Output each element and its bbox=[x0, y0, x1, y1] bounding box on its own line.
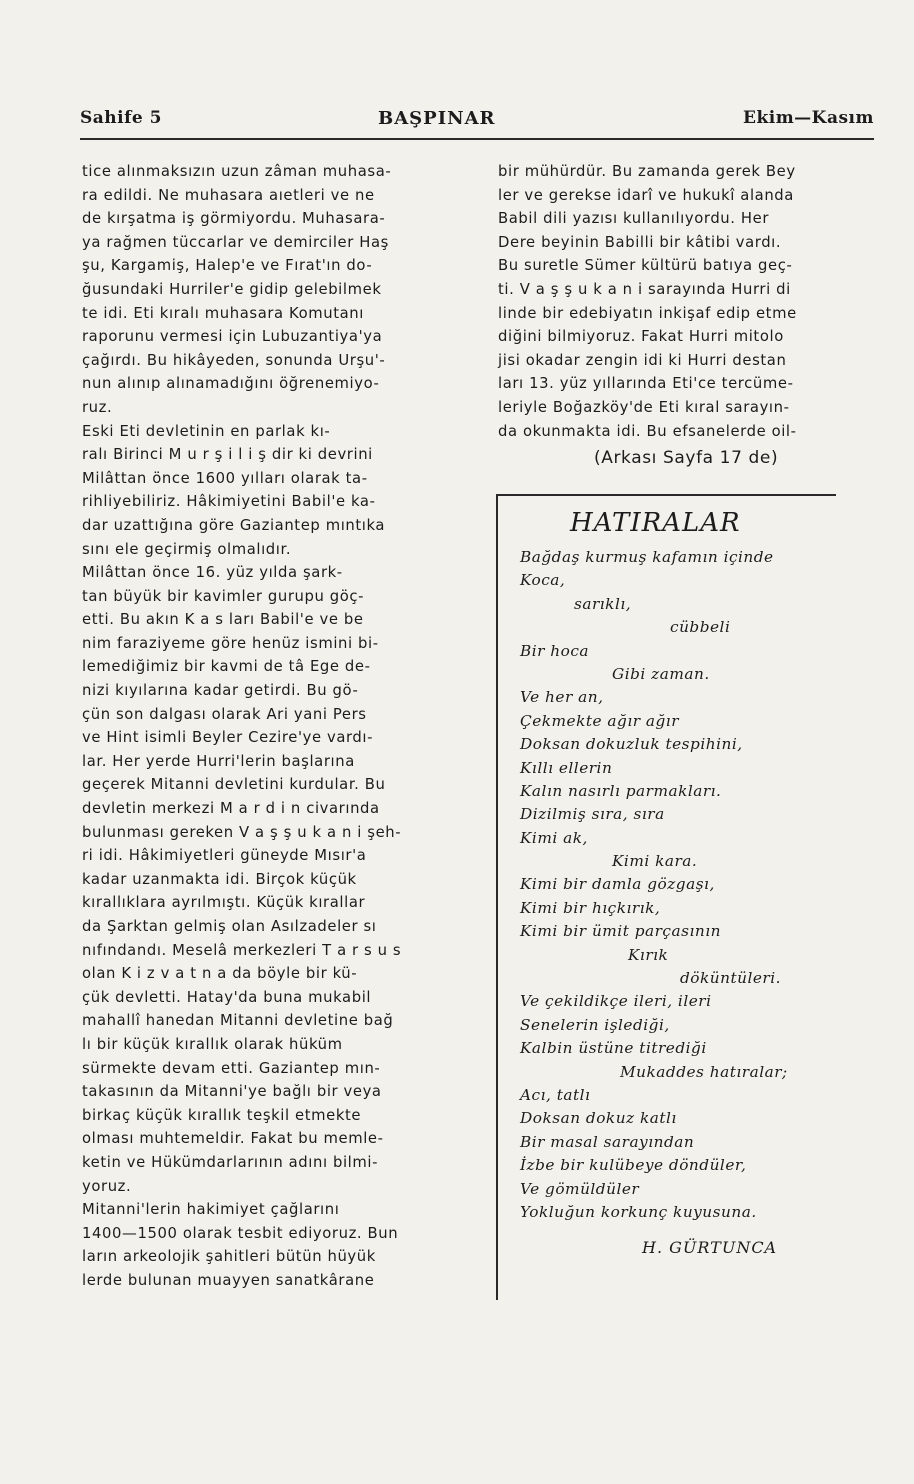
poem-line: Kimi bir ümit parçasının bbox=[520, 922, 721, 941]
poem-line: Bağdaş kurmuş kafamın içinde bbox=[520, 548, 774, 566]
text-line: devletin merkezi M a r d i n civarında bbox=[82, 800, 380, 818]
page-number: Sahife 5 bbox=[80, 108, 162, 128]
text-line: dar uzattığına göre Gaziantep mıntıka bbox=[82, 516, 386, 534]
header-rule bbox=[80, 138, 874, 140]
page-header bbox=[80, 108, 874, 136]
text-line: Dere beyinin Babilli bir kâtibi vardı. bbox=[498, 233, 782, 251]
poem-line: Ve çekildikçe ileri, ileri bbox=[520, 992, 712, 1011]
text-line: leriyle Boğazköy'de Eti kıral sarayın- bbox=[498, 398, 790, 416]
text-line: te idi. Eti kıralı muhasara Komutanı bbox=[82, 304, 364, 322]
poem-line: sarıklı, bbox=[574, 594, 632, 613]
left-article-column bbox=[82, 160, 458, 1293]
text-line: kırallıklara ayrılmıştı. Küçük kırallar bbox=[82, 894, 366, 912]
poem-line: Senelerin işlediği, bbox=[520, 1015, 670, 1034]
text-line: Milâttan önce 16. yüz yılda şark- bbox=[82, 564, 343, 582]
poem-line: Mukaddes hatıralar; bbox=[620, 1062, 788, 1081]
text-line: nıfındandı. Meselâ merkezleri T a r s u s bbox=[82, 941, 402, 959]
text-line: da Şarktan gelmiş olan Asılzadeler sı bbox=[82, 918, 377, 935]
right-article-column bbox=[498, 160, 854, 471]
poem-line: Gibi zaman. bbox=[612, 664, 710, 683]
text-line: Eski Eti devletinin en parlak kı- bbox=[82, 422, 331, 440]
text-line: bulunması gereken V a ş ş u k a n i şeh- bbox=[82, 823, 402, 841]
text-line: sürmekte devam etti. Gaziantep mın- bbox=[82, 1059, 381, 1077]
poem-line: Yokluğun korkunç kuyusuna. bbox=[520, 1202, 757, 1221]
text-line: da okunmakta idi. Bu efsanelerde oil- bbox=[498, 422, 797, 440]
poem-line: cübbeli bbox=[670, 618, 731, 637]
poem-title: HATIRALAR bbox=[570, 508, 741, 538]
text-line: lerde bulunan muayyen sanatkârane bbox=[82, 1271, 375, 1289]
poem-line: Çekmekte ağır ağır bbox=[520, 711, 680, 730]
poem-line: Bir masal sarayından bbox=[520, 1132, 695, 1151]
text-line: etti. Bu akın K a s ları Babil'e ve be bbox=[82, 611, 364, 629]
text-line: lar. Her yerde Hurri'lerin başlarına bbox=[82, 752, 355, 770]
text-line: ler ve gerekse idarî ve hukukî alanda bbox=[498, 186, 794, 204]
text-line: Bu suretle Sümer kültürü batıya geç- bbox=[498, 257, 793, 275]
poem-line: Doksan dokuzluk tespihini, bbox=[520, 735, 743, 754]
poem-line: döküntüleri. bbox=[680, 969, 781, 988]
poem-line: Ve her an, bbox=[520, 688, 604, 707]
poem-line: Koca, bbox=[520, 571, 566, 590]
poem-line: Bir hoca bbox=[520, 641, 590, 660]
text-line: çük devletti. Hatay'da buna mukabil bbox=[82, 988, 372, 1006]
poem-line: Kimi bir damla gözgaşı, bbox=[520, 875, 715, 894]
text-line: kadar uzanmakta idi. Birçok küçük bbox=[82, 870, 357, 888]
text-line: çün son dalgası olarak Ari yani Pers bbox=[82, 705, 367, 723]
text-line: ra edildi. Ne muhasara aıetleri ve ne bbox=[82, 186, 375, 204]
newspaper-title: BAŞPINAR bbox=[378, 108, 496, 129]
poem-line: Ve gömüldüler bbox=[520, 1179, 640, 1198]
poem-box bbox=[496, 494, 854, 1300]
issue-date: Ekim—Kasım bbox=[743, 108, 874, 128]
right-article-text bbox=[498, 160, 854, 443]
text-line: linde bir edebiyatın inkişaf edip etme bbox=[498, 304, 797, 322]
poem-line: İzbe bir kulübeye döndüler, bbox=[520, 1156, 747, 1175]
text-line: ları 13. yüz yıllarında Eti'ce tercüme- bbox=[498, 375, 794, 393]
text-line: raporunu vermesi için Lubuzantiya'ya bbox=[82, 328, 383, 346]
text-line: tice alınmaksızın uzun zâman muhasa- bbox=[82, 163, 392, 180]
text-line: ti. V a ş ş u k a n i sarayında Hurri di bbox=[498, 280, 791, 298]
text-line: olması muhtemeldir. Fakat bu memle- bbox=[82, 1130, 384, 1148]
poem-line: Kalın nasırlı parmakları. bbox=[520, 781, 722, 800]
text-line: nim faraziyeme göre henüz ismini bi- bbox=[82, 634, 379, 652]
text-line: lı bir küçük kırallık olarak hüküm bbox=[82, 1035, 343, 1053]
poem-lines bbox=[520, 546, 850, 1224]
poem-line: Kimi bir hıçkırık, bbox=[520, 898, 661, 917]
text-line: bir mühürdür. Bu zamanda gerek Bey bbox=[498, 163, 796, 180]
text-line: diğini bilmiyoruz. Fakat Hurri mitolo bbox=[498, 328, 784, 346]
text-line: birkaç küçük kırallık teşkil etmekte bbox=[82, 1106, 362, 1124]
poem-line: Doksan dokuz katlı bbox=[520, 1109, 677, 1128]
text-line: Mitanni'lerin hakimiyet çağlarını bbox=[82, 1201, 340, 1219]
continued-note: (Arkası Sayfa 17 de) bbox=[594, 448, 779, 469]
text-line: şu, Kargamiş, Halep'e ve Fırat'ın do- bbox=[82, 257, 373, 275]
text-line: nun alınıp alınamadığını öğrenemiyo- bbox=[82, 375, 380, 393]
text-line: ğusundaki Hurriler'e gidip gelebilmek bbox=[82, 280, 382, 298]
poem-line: Kimi ak, bbox=[520, 828, 588, 847]
text-line: ruz. bbox=[82, 398, 113, 416]
text-line: sını ele geçirmiş olmalıdır. bbox=[82, 540, 292, 558]
poem-line: Kalbin üstüne titrediği bbox=[520, 1039, 707, 1058]
text-line: ketin ve Hükümdarlarının adını bilmi- bbox=[82, 1153, 379, 1171]
text-line: ralı Birinci M u r ş i l i ş dir ki devrini bbox=[82, 446, 373, 464]
text-line: ların arkeolojik şahitleri bütün hüyük bbox=[82, 1248, 376, 1266]
text-line: takasının da Mitanni'ye bağlı bir veya bbox=[82, 1083, 382, 1101]
text-line: nizi kıyılarına kadar getirdi. Bu gö- bbox=[82, 682, 359, 700]
text-line: olan K i z v a t n a da böyle bir kü- bbox=[82, 965, 358, 983]
text-line: ri idi. Hâkimiyetleri güneyde Mısır'a bbox=[82, 847, 367, 865]
text-line: tan büyük bir kavimler gurupu göç- bbox=[82, 587, 365, 605]
poem-line: Kıllı ellerin bbox=[520, 758, 613, 777]
text-line: ya rağmen tüccarlar ve demirciler Haş bbox=[82, 233, 389, 251]
text-line: jisi okadar zengin idi ki Hurri destan bbox=[498, 351, 787, 369]
text-line: de kırşatma iş görmiyordu. Muhasara- bbox=[82, 210, 386, 228]
poem-signature: H. GÜRTUNCA bbox=[642, 1238, 778, 1257]
text-line: mahallî hanedan Mitanni devletine bağ bbox=[82, 1012, 394, 1030]
text-line: çağırdı. Bu hikâyeden, sonunda Urşu'- bbox=[82, 351, 386, 369]
poem-line: Kimi kara. bbox=[612, 852, 698, 871]
text-line: yoruz. bbox=[82, 1177, 132, 1195]
poem-line: Acı, tatlı bbox=[520, 1085, 591, 1104]
poem-line: Kırık bbox=[628, 945, 669, 964]
text-line: ve Hint isimli Beyler Cezire'ye vardı- bbox=[82, 729, 374, 747]
poem-line: Dizilmiş sıra, sıra bbox=[520, 805, 665, 824]
text-line: rihliyebiliriz. Hâkimiyetini Babil'e ka- bbox=[82, 493, 376, 511]
text-line: Babil dili yazısı kullanılıyordu. Her bbox=[498, 210, 770, 228]
text-line: Milâttan önce 1600 yılları olarak ta- bbox=[82, 469, 368, 487]
text-line: 1400—1500 olarak tesbit ediyoruz. Bun bbox=[82, 1224, 399, 1242]
text-line: lemediğimiz bir kavmi de tâ Ege de- bbox=[82, 658, 371, 676]
text-line: geçerek Mitanni devletini kurdular. Bu bbox=[82, 776, 386, 794]
